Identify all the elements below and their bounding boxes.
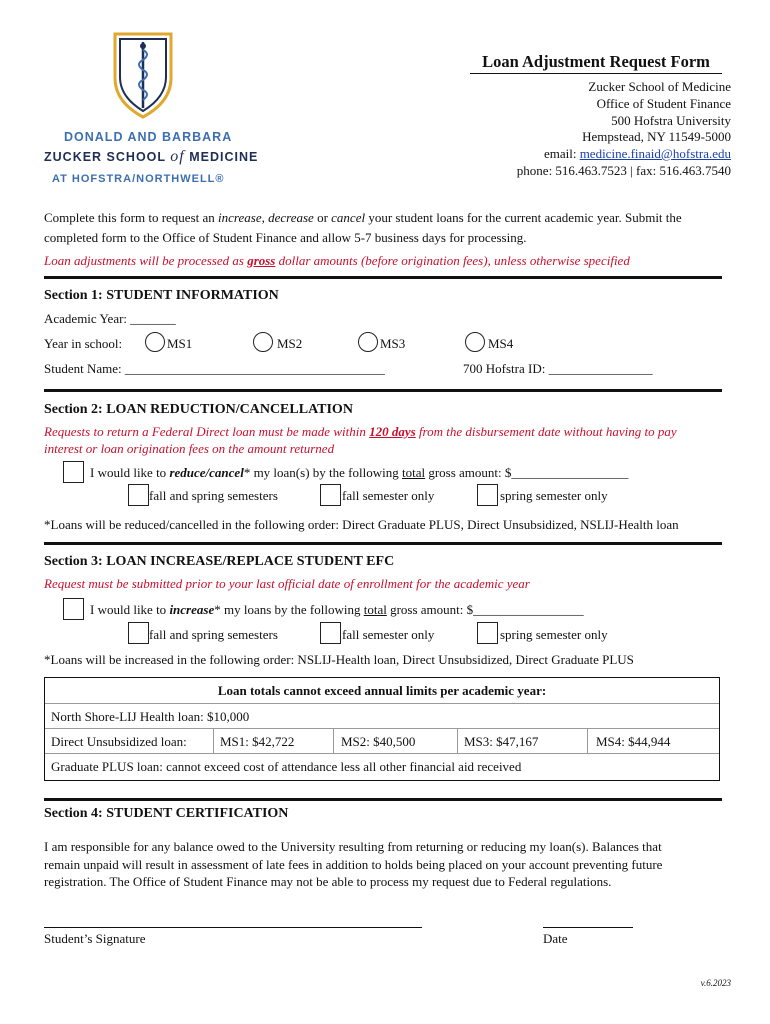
ms3-label: MS3 — [380, 336, 406, 351]
logo-text-line2: ZUCKER SCHOOL of MEDICINE — [44, 148, 259, 165]
logo-text-line3: AT HOFSTRA/NORTHWELL® — [52, 173, 225, 185]
unsub-ms2: MS2: $40,500 — [341, 734, 416, 749]
address-line: Hempstead, NY 11549-5000 — [582, 129, 731, 144]
version-label: v.6.2023 — [700, 978, 731, 988]
school-crest-logo — [112, 30, 174, 120]
hofstra-id-field[interactable]: 700 Hofstra ID: ________________ — [463, 361, 653, 376]
cell-divider — [457, 729, 458, 754]
intro-paragraph-line2: completed form to the Office of Student Finance and allow 5-7 business days for processing. — [44, 230, 527, 245]
student-name-field[interactable]: Student Name: ________________________________________ — [44, 361, 385, 376]
certification-text-line: registration. The Office of Student Finance may not be able to process my request due to Federal regulations. — [44, 874, 612, 889]
cell-divider — [213, 729, 214, 754]
reduce-spring-only-checkbox[interactable] — [477, 484, 498, 506]
date-line[interactable] — [543, 927, 633, 928]
table-header: Loan totals cannot exceed annual limits per academic year: — [217, 683, 547, 698]
cell-divider — [587, 729, 588, 754]
ms4-label: MS4 — [488, 336, 514, 351]
address-line: Office of Student Finance — [596, 96, 731, 111]
increase-checkbox[interactable] — [63, 598, 84, 620]
reduce-fall-only-checkbox[interactable] — [320, 484, 341, 506]
return-deadline-note: Requests to return a Federal Direct loan must be made within 120 days from the disbursement date without having to pay — [44, 424, 677, 439]
return-deadline-note-line2: interest or loan origination fees on the amount returned — [44, 441, 335, 456]
reduce-fall-spring-checkbox[interactable] — [128, 484, 149, 506]
spring-only-label: spring semester only — [500, 627, 608, 642]
reduce-cancel-checkbox[interactable] — [63, 461, 84, 483]
unsub-ms4: MS4: $44,944 — [596, 734, 671, 749]
signature-line[interactable] — [44, 927, 422, 928]
reduction-order-note: *Loans will be reduced/cancelled in the following order: Direct Graduate PLUS, Direct Unsubsidized, NSLIJ-Health loan — [44, 517, 679, 532]
year-in-school-label: Year in school: — [44, 336, 123, 351]
section-divider — [44, 798, 722, 801]
ms2-label: MS2 — [277, 336, 303, 351]
increase-fall-spring-checkbox[interactable] — [128, 622, 149, 644]
increase-request-text: I would like to increase* my loans by the following total gross amount: $_________________ — [90, 602, 584, 617]
section3-title: Section 3: LOAN INCREASE/REPLACE STUDENT EFC — [44, 554, 395, 569]
section4-title: Section 4: STUDENT CERTIFICATION — [44, 806, 289, 821]
ms2-radio[interactable] — [253, 332, 273, 352]
loan-limits-table — [44, 677, 720, 781]
cell-divider — [333, 729, 334, 754]
spring-only-label: spring semester only — [500, 488, 608, 503]
fall-spring-label: fall and spring semesters — [149, 488, 278, 503]
section-divider — [44, 276, 722, 279]
section-divider — [44, 542, 722, 545]
unsub-ms1: MS1: $42,722 — [220, 734, 295, 749]
increase-fall-only-checkbox[interactable] — [320, 622, 341, 644]
fall-spring-label: fall and spring semesters — [149, 627, 278, 642]
increase-order-note: *Loans will be increased in the following order: NSLIJ-Health loan, Direct Unsubsidized, Direct Graduate PLUS — [44, 652, 634, 667]
email-link[interactable]: medicine.finaid@hofstra.edu — [579, 146, 731, 161]
nslij-limit: North Shore-LIJ Health loan: $10,000 — [51, 709, 250, 724]
section-divider — [44, 389, 722, 392]
logo-text-line1: DONALD AND BARBARA — [64, 130, 233, 144]
ms3-radio[interactable] — [358, 332, 378, 352]
increase-deadline-note: Request must be submitted prior to your last official date of enrollment for the academic year — [44, 576, 530, 591]
academic-year-field[interactable]: Academic Year: _______ — [44, 311, 176, 326]
intro-paragraph-line1: Complete this form to request an increase, decrease or cancel your student loans for the current academic year. Submit the — [44, 210, 682, 225]
gross-amount-notice: Loan adjustments will be processed as gross dollar amounts (before origination fees), unless otherwise specified — [44, 253, 630, 268]
signature-label: Student’s Signature — [44, 931, 146, 946]
fall-only-label: fall semester only — [342, 488, 435, 503]
ms1-radio[interactable] — [145, 332, 165, 352]
table-row — [45, 703, 719, 729]
email-line: email: medicine.finaid@hofstra.edu — [543, 146, 731, 161]
phone-fax-line: phone: 516.463.7523 | fax: 516.463.7540 — [516, 163, 731, 178]
ms1-label: MS1 — [167, 336, 193, 351]
certification-text-line: I am responsible for any balance owed to the University resulting from returning or reducing my loan(s). Balances that — [44, 839, 662, 854]
grad-plus-limit: Graduate PLUS loan: cannot exceed cost of attendance less all other financial aid received — [51, 759, 522, 774]
increase-spring-only-checkbox[interactable] — [477, 622, 498, 644]
date-label: Date — [543, 931, 568, 946]
ms4-radio[interactable] — [465, 332, 485, 352]
address-line: Zucker School of Medicine — [588, 79, 731, 94]
fall-only-label: fall semester only — [342, 627, 435, 642]
certification-text-line: remain unpaid will result in assessment of late fees in addition to holds being placed on your account preventing future — [44, 857, 663, 872]
section1-title: Section 1: STUDENT INFORMATION — [44, 288, 279, 303]
unsub-ms3: MS3: $47,167 — [464, 734, 539, 749]
table-row — [45, 753, 719, 780]
unsub-label: Direct Unsubsidized loan: — [51, 734, 187, 749]
table-row — [45, 728, 719, 754]
section2-title: Section 2: LOAN REDUCTION/CANCELLATION — [44, 402, 353, 417]
address-line: 500 Hofstra University — [611, 113, 731, 128]
form-title: Loan Adjustment Request Form — [470, 52, 722, 74]
reduce-cancel-request-text: I would like to reduce/cancel* my loan(s) by the following total gross amount: $__________________ — [90, 465, 629, 480]
